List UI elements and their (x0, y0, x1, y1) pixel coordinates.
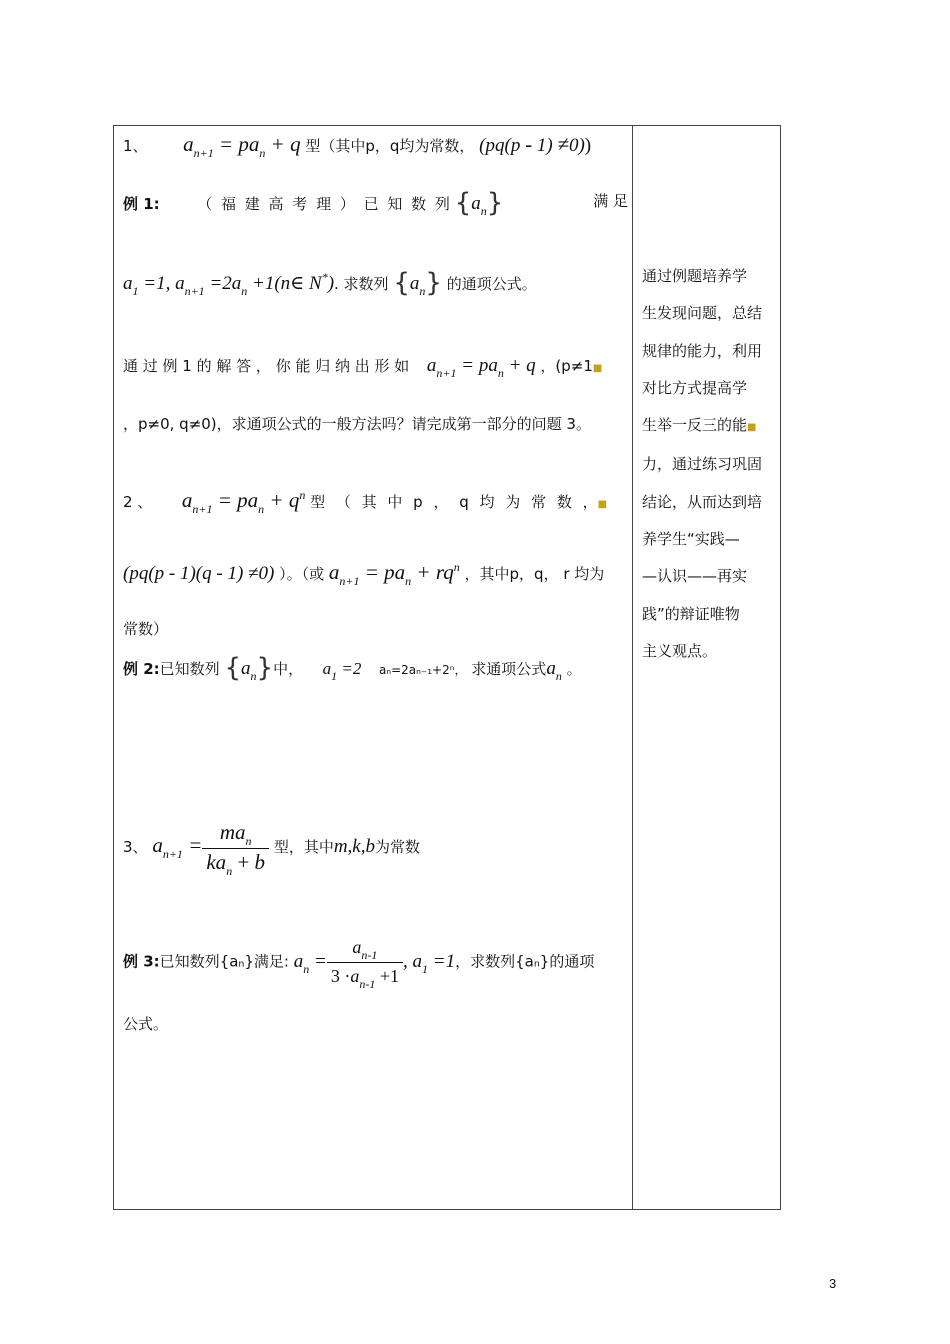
side-note-line: 对比方式提高学 (642, 378, 748, 397)
example3-fraction: $\frac{a_{n-1}}{3 \cdot a_{n-1} +1}$ (327, 934, 403, 991)
example1-label: 例 1: (123, 195, 160, 213)
column-divider (632, 125, 633, 1210)
item3-number: 3、 (123, 838, 148, 856)
example3-lhs: $a_n$ = (293, 950, 327, 976)
side-note-line: 力，通过练习巩固 (642, 455, 763, 474)
para1-line1: 通 过 例 1 的 解 答 ， 你 能 归 纳 出 形 如 $a_{n+1} = pa_n + q$ ，(p≠1■ (123, 355, 603, 380)
example1-desc: （ 福 建 高 考 理 ） 已 知 数 列 (197, 195, 450, 213)
side-note-line: —认识——再实 (642, 567, 748, 586)
item2-number: 2 、 (123, 493, 153, 511)
item2-line3 (123, 619, 168, 639)
example3-line2-text: 公式。 (123, 1015, 169, 1033)
side-note-line: 生发现问题，总结 (642, 304, 763, 323)
side-note-line: 养学生“实践— (642, 530, 740, 549)
example3-line2 (123, 1014, 168, 1034)
side-note-line: 践”的辩证唯物 (642, 604, 740, 623)
example2-initial: $a_1 =2$ (322, 659, 362, 683)
side-note-line: 结论，从而达到培 (642, 492, 763, 511)
item1-line: 1、 $a_{n+1} = pa_n + q$ 型（其中p，q均为常数， (pq(p - 1) ≠0)) (123, 132, 592, 160)
example2-label: 例 2: (123, 660, 160, 678)
para1-text1-tail: ，(p≠1 (540, 357, 593, 375)
item2-alt-formula: $a_{n+1} = pa_n + rq^n$ (328, 560, 460, 588)
item3-tail: 为常数 (374, 838, 420, 856)
item1-type-text: 型（其中p，q均为常数， (305, 137, 475, 155)
example3-initial: , $a_1 =1$ (403, 950, 456, 976)
item3-fraction: $\frac{ma_n}{ka_n + b}$ (202, 819, 269, 878)
side-note (642, 258, 774, 670)
example1-suffix: 满 足 (593, 192, 628, 210)
item2-formula: $a_{n+1} = pa_n + q^n$ (181, 488, 306, 516)
example1-formula: $a_1 =1$, $a_{n+1} =2a_n$ +1(n∈ N*) (123, 270, 335, 298)
side-note-line: 通过例题培养学 (642, 267, 748, 285)
side-note-line: 生举一反三的能■ (642, 416, 757, 435)
item2-line2-mid: ）。（或 (279, 565, 325, 583)
para1-text1: 通 过 例 1 的 解 答 ， 你 能 归 纳 出 形 如 (123, 357, 410, 375)
example3-text2: ，求数列{aₙ}的通项 (455, 952, 595, 971)
example2-text3: 求通项公式 (471, 660, 547, 678)
item2-line2 (123, 560, 605, 588)
example3-label: 例 3: (123, 952, 160, 971)
para1-line2 (123, 414, 591, 434)
item1-condition: (pq(p - 1) ≠0) (479, 132, 585, 156)
item3-constants: m,k,b (333, 836, 375, 857)
example2-text4: 。 (566, 660, 582, 678)
item2-condition: (pq(p - 1)(q - 1) ≠0) (123, 563, 275, 584)
side-note-line: 主义观点。 (642, 641, 718, 660)
item2-line2-tail: ，其中p，q， r 均为 (464, 565, 605, 583)
item1-number: 1、 (123, 137, 148, 155)
example3-text1: 已知数列{aₙ}满足: (159, 952, 289, 971)
item3-type-text: 型，其中 (273, 838, 334, 856)
example1-tail2: 的通项公式。 (446, 275, 537, 293)
item3-line (123, 818, 420, 878)
item2-type-text: 型 （ 其 中 p ， q 均 为 常 数 ， (310, 493, 598, 511)
item2-line: 2 、 $a_{n+1} = pa_n + q^n$ 型 （ 其 中 p ， q 均 为 常 数 ，■ (123, 488, 608, 516)
example1-condition-line: $a_1 =1$, $a_{n+1} =2a_n$ +1(n∈ N*). 求数列 $\{a_n\}$ 的通项公式。 (123, 268, 537, 298)
example3-line (123, 934, 595, 991)
para1-text2: ，p≠0, q≠0)，求通项公式的一般方法吗？请完成第一部分的问题 3。 (123, 415, 591, 433)
example2-recurrence: aₙ=2aₙ₋₁+2ⁿ， (378, 663, 467, 677)
page-number: 3 (829, 1276, 837, 1291)
example1-tail: . 求数列 (334, 275, 389, 293)
item3-formula: $a_{n+1}$ = (152, 833, 203, 861)
side-note-line: 规律的能力，利用 (642, 341, 763, 360)
para1-formula: $a_{n+1} = pa_n + q$ (426, 355, 536, 380)
item2-line3-text: 常数） (123, 620, 169, 638)
example1-line: 例 1: （ 福 建 高 考 理 ） 已 知 数 列 $\{a_n\}$ 满 足 (123, 188, 628, 218)
example2-text1: 已知数列 (159, 660, 220, 678)
item1-formula: $a_{n+1} = pa_n + q$ (183, 132, 301, 160)
example2-line: 例 2:已知数列 $\{a_n\}$中， $a_1 =2$ aₙ=2aₙ₋₁+2ⁿ， 求通项公式$a_n$ 。 (123, 653, 582, 683)
example2-text2: 中， (273, 660, 304, 678)
